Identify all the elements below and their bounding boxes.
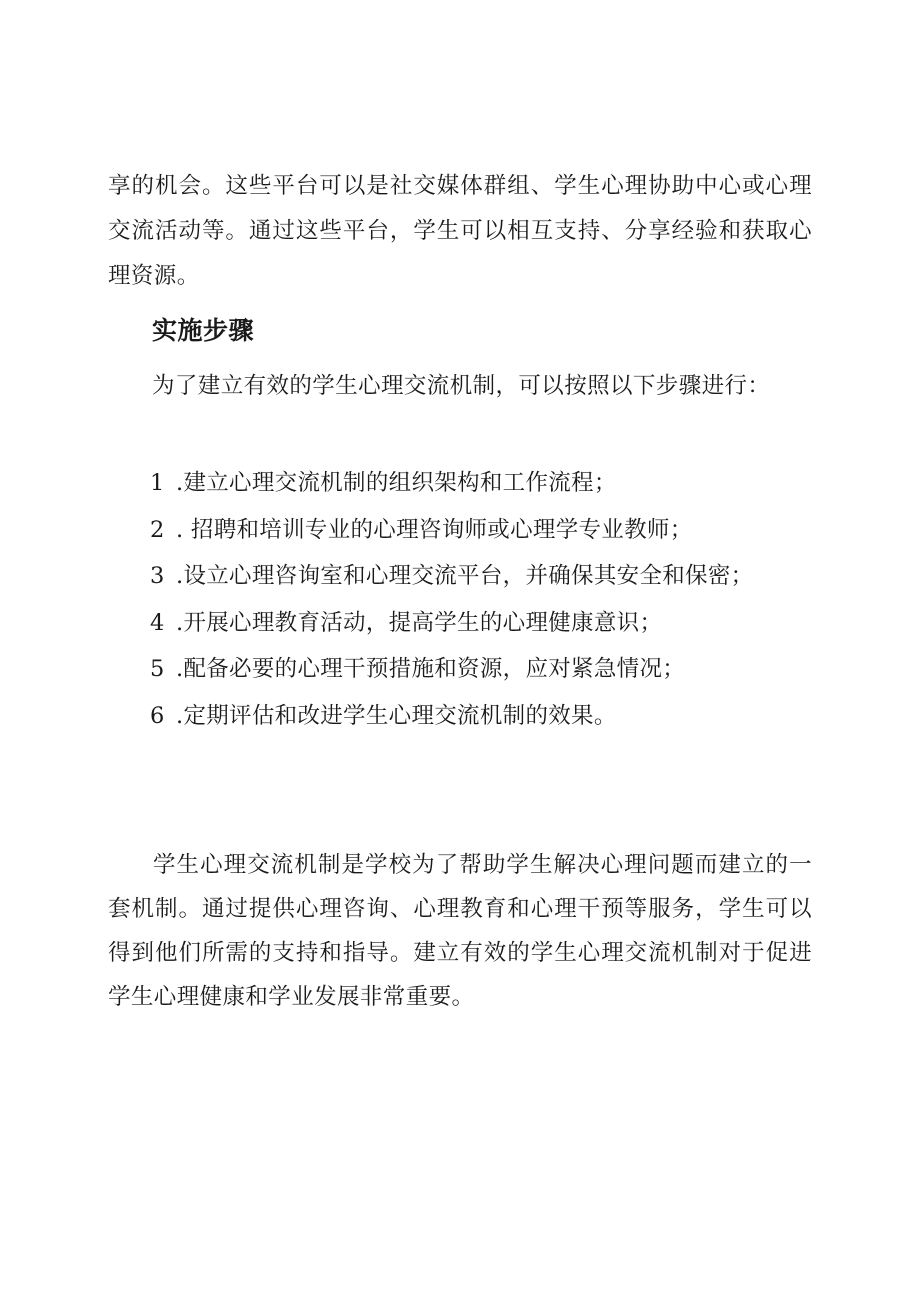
step-item-6 — [150, 693, 753, 740]
step-item-5 — [150, 646, 753, 693]
step-text: .开展心理教育活动，提高学生的心理健康意识； — [176, 609, 663, 636]
section-heading: 实施步骤 — [152, 316, 255, 345]
step-number: 4 — [150, 609, 165, 636]
step-number: 1 — [150, 470, 165, 496]
step-text: .建立心理交流机制的组织架构和工作流程； — [176, 470, 617, 496]
step-item-2 — [150, 507, 753, 554]
continued-paragraph: 享的机会。这些平台可以是社交媒体群组、学生心理协助中心或心理交流活动等。通过这些平台，学生可以相互支持、分享经验和获取心理资源。 — [108, 173, 812, 289]
steps-list — [150, 460, 753, 739]
step-number: 6 — [150, 702, 165, 729]
step-text: . 招聘和培训专业的心理咨询师或心理学专业教师； — [176, 516, 693, 543]
step-number: 5 — [150, 656, 165, 682]
step-number: 2 — [150, 516, 165, 543]
summary-paragraph: 学生心理交流机制是学校为了帮助学生解决心理问题而建立的一套机制。通过提供心理咨询、心理教育和心理干预等服务，学生可以得到他们所需的支持和指导。建立有效的学生心理交流机制对于促进学生心理健康和学业发展非常重要。 — [108, 852, 812, 1010]
section-intro: 为了建立有效的学生心理交流机制，可以按照以下步骤进行： — [152, 373, 771, 399]
step-item-4 — [150, 600, 753, 647]
step-item-1 — [150, 460, 753, 507]
step-number: 3 — [150, 563, 165, 589]
step-text: .定期评估和改进学生心理交流机制的效果。 — [176, 702, 617, 729]
step-text: .配备必要的心理干预措施和资源，应对紧急情况； — [176, 656, 686, 682]
step-item-3 — [150, 553, 753, 600]
step-text: .设立心理咨询室和心理交流平台，并确保其安全和保密； — [176, 563, 754, 589]
